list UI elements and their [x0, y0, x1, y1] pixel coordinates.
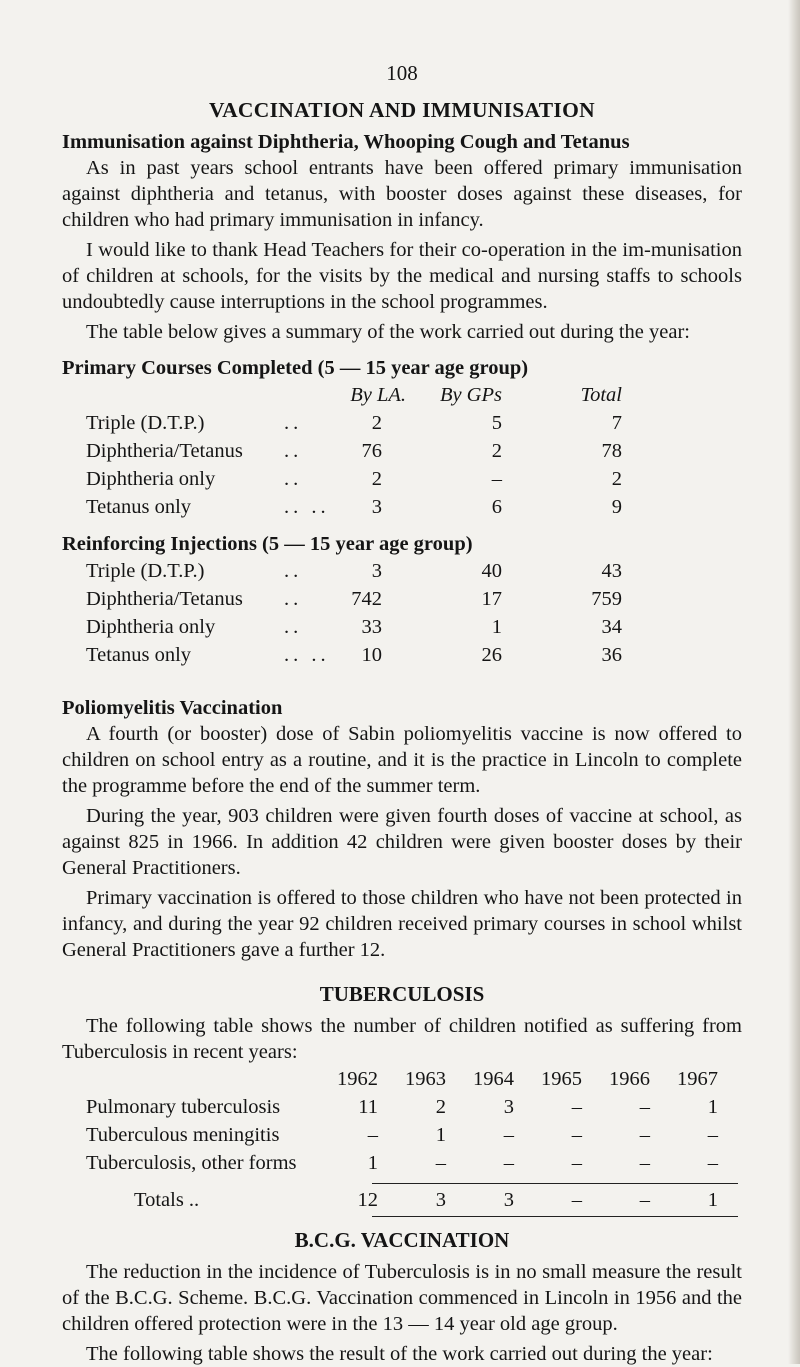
table-row: Diphtheria/Tetanus .. 76 2 78 [86, 440, 622, 462]
year-1962: 1962 [337, 1068, 378, 1090]
polio-heading: Poliomyelitis Vaccination [62, 697, 283, 719]
bcg-heading: B.C.G. VACCINATION [294, 1228, 510, 1252]
polio-paragraph-2: During the year, 903 children were given fourth doses of vaccine at school, as against 825 in 1966. In addition 42 children were given booster doses by their General Practitioners. [62, 805, 742, 879]
immunisation-heading: Immunisation against Diphtheria, Whooping Cough and Tetanus [62, 131, 630, 153]
bcg-paragraph-1: The reduction in the incidence of Tuberculosis is in no small measure the result of the B.C.G. Scheme. B.C.G. Vaccination commenced in Lincoln in 1956 and the children offered protection were in the 13 — 14 year old age group. [62, 1261, 742, 1335]
totals-bottom-rule [372, 1216, 738, 1217]
tuberculosis-table [62, 1065, 742, 1217]
primary-courses-header-row [62, 381, 742, 409]
year-1966: 1966 [609, 1068, 650, 1090]
table-row: Triple (D.T.P.) .. 3 40 43 [86, 560, 622, 582]
page-title: VACCINATION AND IMMUNISATION [209, 98, 595, 122]
tuberculosis-intro: The following table shows the number of children notified as suffering from Tuberculosis in recent years: [62, 1015, 742, 1063]
immunisation-paragraph-3: The table below gives a summary of the work carried out during the year: [86, 321, 690, 343]
year-1965: 1965 [541, 1068, 582, 1090]
table-row: Diphtheria/Tetanus .. 742 17 759 [86, 588, 622, 610]
year-1963: 1963 [405, 1068, 446, 1090]
bcg-paragraph-2: The following table shows the result of the work carried out during the year: [86, 1343, 713, 1365]
page-edge-shadow [788, 0, 800, 1364]
table-row: Tuberculosis, other forms 1 – – – – – [86, 1152, 718, 1174]
year-1967: 1967 [677, 1068, 718, 1090]
totals-label: Totals .. [134, 1189, 200, 1211]
year-1964: 1964 [473, 1068, 514, 1090]
table-row: Diphtheria only .. 33 1 34 [86, 616, 622, 638]
table-row: Triple (D.T.P.) .. 2 5 7 [86, 412, 622, 434]
col-total: Total [580, 384, 622, 406]
totals-row: Totals .. 12 3 3 – – 1 [62, 1184, 742, 1216]
tuberculosis-year-header [62, 1065, 742, 1093]
reinforcing-heading: Reinforcing Injections (5 — 15 year age group) [62, 533, 473, 555]
document-page [62, 60, 742, 1367]
col-by-gps: By GPs [439, 384, 502, 406]
reinforcing-table [62, 557, 742, 669]
table-row: Tetanus only .. .. 3 6 9 [86, 496, 622, 518]
primary-courses-heading: Primary Courses Completed (5 — 15 year age group) [62, 357, 529, 379]
table-row: Tetanus only .. .. 10 26 36 [86, 644, 622, 666]
immunisation-paragraph-1: As in past years school entrants have been offered primary immunisation against diphtheria and tetanus, with booster doses against these diseases, for children who had primary immunisation in infancy. [62, 157, 742, 231]
primary-courses-table [62, 409, 742, 521]
page-number: 108 [386, 61, 418, 85]
polio-paragraph-3: Primary vaccination is offered to those children who have not been protected in infancy, and during the year 92 children received primary courses in school whilst General Practitioners gave a further 12. [62, 887, 742, 961]
immunisation-paragraph-2: I would like to thank Head Teachers for their co-operation in the im-munisation of children at schools, for the visits by the medical and nursing staffs to schools undoubtedly cause interruptions in the school programmes. [62, 239, 742, 313]
polio-paragraph-1: A fourth (or booster) dose of Sabin poliomyelitis vaccine is now offered to children on school entry as a routine, and it is the practice in Lincoln to complete the programme before the end of the summer term. [62, 723, 742, 797]
col-by-la: By LA. [350, 384, 406, 406]
tuberculosis-heading: TUBERCULOSIS [319, 982, 485, 1006]
table-row: Diphtheria only .. 2 – 2 [86, 468, 622, 490]
table-row: Pulmonary tuberculosis 11 2 3 – – 1 [86, 1096, 718, 1118]
table-row: Tuberculous meningitis – 1 – – – – [86, 1124, 718, 1146]
